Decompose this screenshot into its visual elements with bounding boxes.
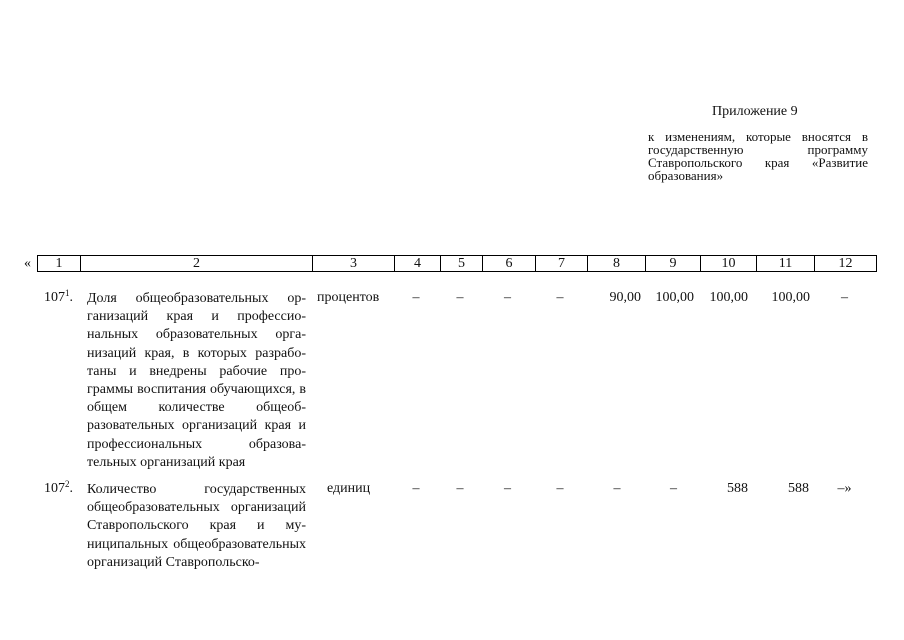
row-value-col-7: – — [556, 481, 564, 496]
row-value-col-12: –» — [837, 481, 852, 496]
header-col-10: 10 — [701, 256, 757, 271]
header-col-8: 8 — [588, 256, 646, 271]
row-value-col-8: – — [613, 481, 621, 496]
row-description: Количество государственных общеобразовательных организаций Ставропольского края и муниципальных общеобразовательных организаций Ставропольско- — [87, 482, 306, 570]
row-value-col-10: 100,00 — [709, 290, 748, 305]
appendix-subtitle: к изменениям, которые вносятся в государственную программу Ставропольского края «Развитие образования» — [648, 129, 868, 183]
row-value-col-8: 90,00 — [609, 290, 641, 305]
row-value-col-9: 100,00 — [655, 290, 694, 305]
row-unit: единиц — [327, 481, 371, 496]
row-value-col-11: 588 — [788, 481, 809, 496]
header-col-2: 2 — [81, 256, 313, 271]
header-col-11: 11 — [757, 256, 815, 271]
open-quote: « — [24, 256, 31, 271]
row-number: $107^1$. — [44, 288, 73, 305]
row-value-col-12: – — [841, 290, 848, 305]
row-value-col-6: – — [504, 290, 511, 305]
header-col-3: 3 — [313, 256, 395, 271]
row-value-col-5: – — [456, 290, 464, 305]
row-value-col-4: – — [412, 481, 420, 496]
row-value-col-4: – — [412, 290, 420, 305]
row-value-col-9: – — [670, 481, 677, 496]
header-col-9: 9 — [646, 256, 701, 271]
appendix-title: Приложение 9 — [712, 104, 798, 119]
header-col-7: 7 — [536, 256, 588, 271]
header-col-12: 12 — [838, 256, 853, 271]
row-description: Доля общеобразовательных организаций края и профессиональных образовательных организаций края, в которых разработаны и внедрены рабочие программы воспитания обучающихся, в общем количестве общеобразовательных организаций края и профессиональных образовательных организаций края — [87, 291, 306, 470]
row-value-col-6: – — [504, 481, 511, 496]
table-header-row — [37, 255, 877, 272]
row-number: $107^2$. — [44, 479, 73, 496]
row-unit: процентов — [317, 290, 380, 305]
header-col-4: 4 — [395, 256, 441, 271]
header-col-6: 6 — [483, 256, 536, 271]
row-value-col-11: 100,00 — [771, 290, 810, 305]
row-value-col-10: 588 — [727, 481, 748, 496]
row-value-col-5: – — [456, 481, 464, 496]
header-col-1: 1 — [38, 256, 81, 271]
header-col-5: 5 — [441, 256, 483, 271]
row-value-col-7: – — [556, 290, 564, 305]
